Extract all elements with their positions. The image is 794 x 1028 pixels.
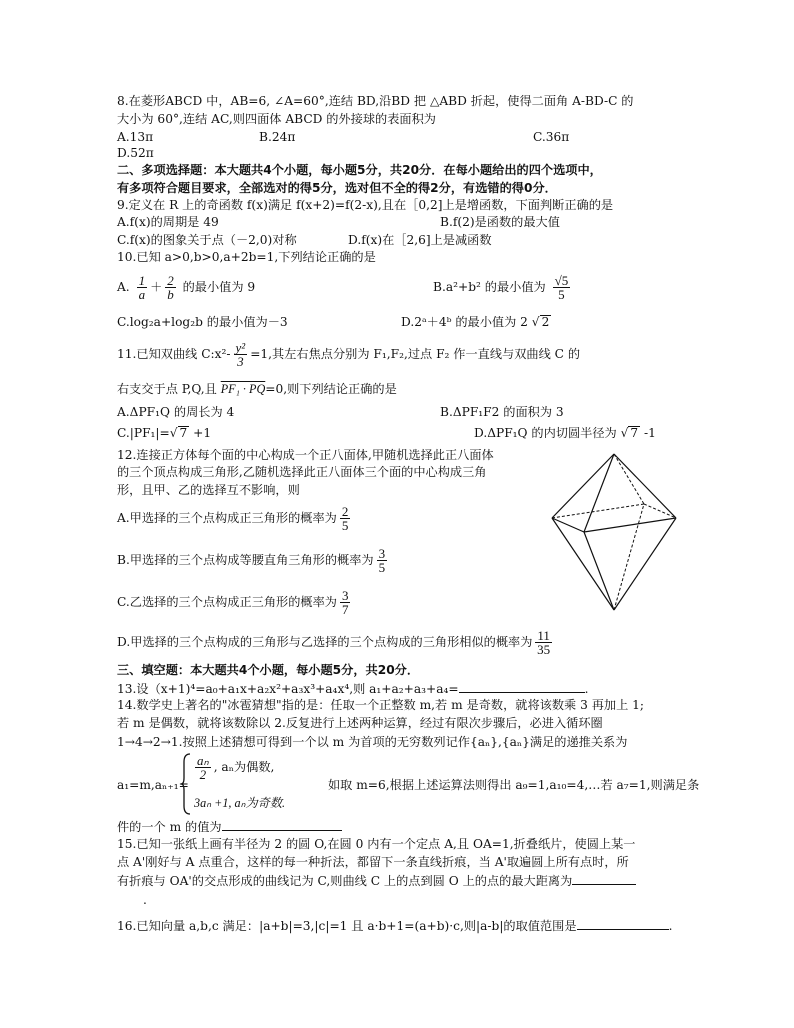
edge [552, 454, 614, 518]
q11-stem-line1 [117, 338, 580, 370]
q10-stem: 10.已知 a>0,b>0,a+2b=1,下列结论正确的是 [117, 250, 376, 264]
q12-d-frac [535, 629, 552, 657]
edge [614, 454, 676, 518]
edge [614, 518, 676, 610]
q14-case1-den: 2 [199, 766, 207, 782]
q14-recurrence-lhs: a₁=m,aₙ₊₁= [117, 778, 189, 792]
q11-vectors: PF₁ · PQ [220, 382, 266, 396]
q10-d-radicand: 2 [541, 315, 550, 329]
q10-b-text: B.a²+b² 的最小值为 [433, 280, 546, 294]
q12-stem-line1: 12.连接正方体每个面的中心构成一个正八面体,甲随机选择此正八面体 [117, 448, 494, 462]
q15-line3 [117, 872, 636, 889]
q12-a-den: 5 [341, 517, 349, 533]
q14-case1-frac [195, 754, 211, 782]
q13-text: 13.设（x+1)⁴=a₀+a₁x+a₂x²+a₃x³+a₄x⁴,则 a₁+a₂+a₃+a₄= [117, 682, 459, 696]
section2-instructions: 有多项符合题目要求，全部选对的得5分，选对但不全的得2分，有选错的得0分． [117, 181, 557, 195]
q13-stem [117, 680, 588, 697]
hidden-edge [644, 504, 676, 518]
q11-d-text: D.ΔPF₁Q 的内切圆半径为 [474, 426, 617, 440]
q10-option-b [433, 270, 573, 304]
edge [584, 454, 614, 532]
hidden-edge [614, 454, 644, 504]
q10-a-label: A. [117, 280, 130, 294]
q14-case1-num: aₙ [197, 752, 209, 768]
q11-l2a: 右支交于点 P,Q,且 [117, 382, 217, 396]
q8-line1: 8.在菱形ABCD 中，AB=6, ∠A=60°,连结 BD,沿BD 把 △ABD 折起，使得二面角 A-BD-C 的 [117, 94, 634, 108]
q10-a-frac1-den: a [138, 286, 146, 302]
q11-option-d: D.ΔPF₁Q 的内切圆半径为 √ 7 -1 [474, 426, 656, 440]
q10-a-frac1 [137, 274, 148, 302]
q14-line5 [117, 818, 342, 835]
q12-stem-line2: 的三个顶点构成三角形,乙随机选择此正八面体三个面的中心构成三角 [117, 465, 487, 479]
section3-heading: 三、填空题：本大题共4个小题，每小题5分，共20分． [117, 663, 420, 677]
q12-option-d [117, 624, 555, 660]
q15-line2: 点 A'刚好与 A 点重合，这样的每一种折法，都留下一条直线折痕，当 A'取遍圆上所有点时，所 [117, 855, 629, 869]
q9-stem: 9.定义在 R 上的奇函数 f(x)满足 f(x+2)=f(2-x),且在［0,2]上是增函数，下面判断正确的是 [117, 198, 614, 212]
q12-a-num: 2 [341, 503, 349, 519]
q10-a-frac2-num: 2 [167, 272, 174, 288]
q12-b-text: B.甲选择的三个点构成等腰直角三角形的概率为 [117, 553, 374, 567]
q11-l1a: 11.已知双曲线 C:x²- [117, 347, 231, 361]
q16-end: . [668, 919, 673, 933]
q10-a-frac2-den: b [167, 286, 174, 302]
q12-c-den: 7 [341, 601, 349, 617]
q10-a-frac1-num: 1 [138, 272, 146, 288]
q15-line1: 15.已知一张纸上画有半径为 2 的圆 O,在圆 0 内有一个定点 A,且 OA=1,折叠纸片，使圆上某一 [117, 837, 636, 851]
q10-d-text: D.2ᵃ＋4ᵇ 的最小值为 2 [401, 315, 528, 329]
q14-case2: 3aₙ +1, aₙ为奇数. [194, 796, 286, 810]
section2-heading: 二、多项选择题：本大题共4个小题，每小题5分，共20分．在每小题给出的四个选项中， [117, 163, 602, 177]
q11-l2c: =0,则下列结论正确的是 [265, 382, 397, 396]
q12-c-num: 3 [341, 587, 349, 603]
q11-stem-line2 [117, 381, 397, 397]
q11-l1b: =1,其左右焦点分别为 F₁,F₂,过点 F₂ 作一直线与双曲线 C 的 [250, 347, 581, 361]
q11-d-radicand: 7 [630, 426, 639, 440]
q14-answer-blank[interactable] [222, 818, 342, 831]
q12-d-text: D.甲选择的三个点构成的三角形与乙选择的三个点构成的三角形相似的概率为 [117, 635, 533, 649]
q11-option-b: B.ΔPF₁F2 的面积为 3 [440, 405, 564, 419]
q12-c-text: C.乙选择的三个点构成正三角形的概率为 [117, 595, 337, 609]
q10-option-a: A. $\frac{1}{a}$ ＋ $\frac{2}{b}$ 的最小值为 9 [117, 272, 256, 302]
q10-b-frac [553, 274, 571, 302]
q11-c-radicand: 7 [179, 426, 188, 440]
q14-line1: 14.数学史上著名的"冰雹猜想"指的是：任取一个正整数 m,若 m 是奇数，就将该数乘 3 再加上 1; [117, 698, 645, 712]
q11-frac [234, 341, 248, 369]
q12-stem-line3: 形，且甲、乙的选择互不影响，则 [117, 483, 300, 497]
q12-a-text: A.甲选择的三个点构成正三角形的概率为 [117, 511, 337, 525]
q15-line3-text: 有折痕与 OA'的交点形成的曲线记为 C,则曲线 C 上的点到圆 O 上的点的最大距离为 [117, 874, 573, 888]
q11-frac-den: 3 [237, 353, 244, 369]
q15-answer-blank[interactable] [572, 872, 636, 885]
q13-answer-blank[interactable] [459, 680, 585, 693]
q12-option-a [117, 500, 353, 536]
q10-a-text: 的最小值为 9 [182, 280, 256, 294]
q12-option-c [117, 584, 353, 620]
q14-line2: 若 m 是偶数，就将该数除以 2.反复进行上述两种运算，经过有限次步骤后，必进入循环圈 [117, 716, 603, 730]
q12-a-frac [340, 505, 351, 533]
q8-option-c: C.36π [533, 130, 570, 144]
q9-option-a: A.f(x)的周期是 49 [117, 215, 219, 229]
q8-option-d: D.52π [117, 146, 154, 160]
q10-b-frac-den: 5 [558, 286, 565, 302]
q11-c-post: +1 [193, 426, 212, 440]
q14-case1-text: , aₙ为偶数, [213, 760, 275, 774]
q8-option-b: B.24π [259, 130, 296, 144]
q11-c-text: C.|PF₁|= [117, 426, 170, 440]
hidden-edge [614, 504, 644, 610]
q11-option-a: A.ΔPF₁Q 的周长为 4 [117, 405, 235, 419]
q14-left-brace [180, 752, 192, 816]
q8-line2: 大小为 60°,连结 AC,则四面体 ABCD 的外接球的表面积为 [117, 112, 436, 126]
q12-d-num: 11 [537, 627, 550, 643]
q12-c-frac [340, 589, 351, 617]
q14-line5-text: 件的一个 m 的值为 [117, 820, 222, 834]
q16-stem [117, 917, 672, 934]
q16-answer-blank[interactable] [577, 917, 669, 930]
q16-text: 16.已知向量 a,b,c 满足：|a+b|=3,|c|=1 且 a·b+1=(a+b)·c,则|a-b|的取值范围是 [117, 919, 577, 933]
q9-option-c: C.f(x)的图象关于点（－2,0)对称 [117, 233, 297, 247]
edge [584, 532, 614, 610]
q15-end: . [143, 893, 147, 907]
q14-line3: 1→4→2→1.按照上述猜想可得到一个以 m 为首项的无穷数列记作{aₙ},{aₙ}满足的递推关系为 [117, 735, 628, 749]
q10-b-frac-num: √5 [554, 272, 569, 288]
q12-b-num: 3 [378, 545, 386, 561]
q10-option-c: C.log₂a+log₂b 的最小值为－3 [117, 315, 288, 329]
edge [584, 518, 676, 532]
q10-option-d: D.2ᵃ＋4ᵇ 的最小值为 2 √ 2 [401, 315, 550, 329]
q11-d-post: -1 [644, 426, 656, 440]
q9-option-b: B.f(2)是函数的最大值 [440, 215, 560, 229]
q10-a-frac2 [165, 274, 176, 302]
q12-b-den: 5 [378, 559, 386, 575]
octahedron-figure [548, 452, 680, 614]
q9-option-d: D.f(x)在［2,6]上是减函数 [348, 233, 492, 247]
q12-b-frac [377, 547, 388, 575]
q12-d-den: 35 [537, 641, 551, 657]
hidden-edge [552, 504, 644, 518]
q11-option-c: C.|PF₁|=√ 7 +1 [117, 426, 212, 440]
q12-option-b [117, 542, 390, 578]
q13-end: . [584, 682, 589, 696]
q8-option-a: A.13π [117, 130, 154, 144]
q11-frac-num: y² [235, 339, 246, 355]
q14-case1 [192, 752, 274, 782]
q14-example: 如取 m=6,根据上述运算法则得出 a₉=1,a₁₀=4,…若 a₇=1,则满足条 [328, 778, 700, 792]
